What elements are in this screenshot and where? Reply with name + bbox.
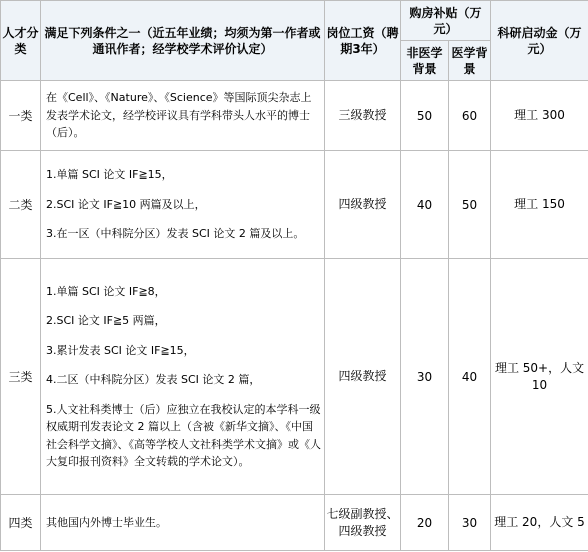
- condition-item: 2.SCI 论文 IF≧10 两篇及以上，: [46, 197, 206, 211]
- housing-medical-cell: 30: [449, 495, 491, 551]
- condition-item: 1.单篇 SCI 论文 IF≧15，: [46, 168, 173, 182]
- research-fund-cell: 理工 50+，人文 10: [491, 259, 588, 495]
- housing-medical-cell: 60: [449, 81, 491, 151]
- category-cell: 三类: [1, 259, 41, 495]
- category-cell: 二类: [1, 151, 41, 259]
- category-cell: 四类: [1, 495, 41, 551]
- condition-item: 3.累计发表 SCI 论文 IF≧15，: [46, 343, 195, 357]
- condition-item: 1.单篇 SCI 论文 IF≧8，: [46, 284, 166, 298]
- housing-medical-cell: 50: [449, 151, 491, 259]
- condition-text: 其他国内外博士毕业生。: [46, 515, 167, 529]
- housing-non-medical-cell: 20: [401, 495, 449, 551]
- condition-item: 2.SCI 论文 IF≧5 两篇，: [46, 314, 166, 327]
- conditions-cell: [41, 81, 325, 151]
- conditions-cell: [41, 259, 325, 495]
- housing-non-medical-cell: 50: [401, 81, 449, 151]
- research-fund-cell: 理工 20，人文 5: [491, 495, 588, 551]
- salary-cell: 三级教授: [325, 81, 401, 151]
- header-housing-medical: 医学背景: [449, 41, 491, 81]
- research-fund-cell: 理工 300: [491, 81, 588, 151]
- header-housing-non-medical: 非医学背景: [401, 41, 449, 81]
- condition-text: 在《Cell》、《Nature》、《Science》等国际顶尖杂志上发表学术论文，经学校评议具有学科带头人水平的博士（后）。: [46, 91, 312, 140]
- salary-cell: 四级教授: [325, 259, 401, 495]
- salary-cell: 四级教授: [325, 151, 401, 259]
- header-conditions: 满足下列条件之一（近五年业绩；均须为第一作者或通讯作者；经学校学术评价认定）: [41, 1, 325, 81]
- table-row-class-1: [1, 81, 588, 151]
- header-research-fund: 科研启动金（万元）: [491, 1, 588, 81]
- research-fund-cell: 理工 150: [491, 151, 588, 259]
- housing-non-medical-cell: 30: [401, 259, 449, 495]
- table-row-class-2: [1, 151, 588, 259]
- conditions-cell: [41, 495, 325, 551]
- header-housing: 购房补贴（万元）: [401, 1, 491, 41]
- header-salary: 岗位工资（聘期3年）: [325, 1, 401, 81]
- conditions-cell: [41, 151, 325, 259]
- condition-item: 4.二区（中科院分区）发表 SCI 论文 2 篇，: [46, 373, 261, 386]
- table-row-class-4: [1, 495, 588, 551]
- housing-medical-cell: 40: [449, 259, 491, 495]
- salary-cell: 七级副教授、四级教授: [325, 495, 401, 551]
- category-cell: 一类: [1, 81, 41, 151]
- header-category: 人才分类: [1, 1, 41, 81]
- condition-item: 3.在一区（中科院分区）发表 SCI 论文 2 篇及以上。: [46, 227, 305, 241]
- housing-non-medical-cell: 40: [401, 151, 449, 259]
- table-row-class-3: [1, 259, 588, 495]
- condition-item: 5.人文社科类博士（后）应独立在我校认定的本学科一级权威期刊发表论文 2 篇以上（含被《新华文摘》、《中国社会科学文摘》、《高等学校人文社科类学术文摘》或《人大复印报刊资料》全文转载的学术论文）。: [46, 402, 321, 468]
